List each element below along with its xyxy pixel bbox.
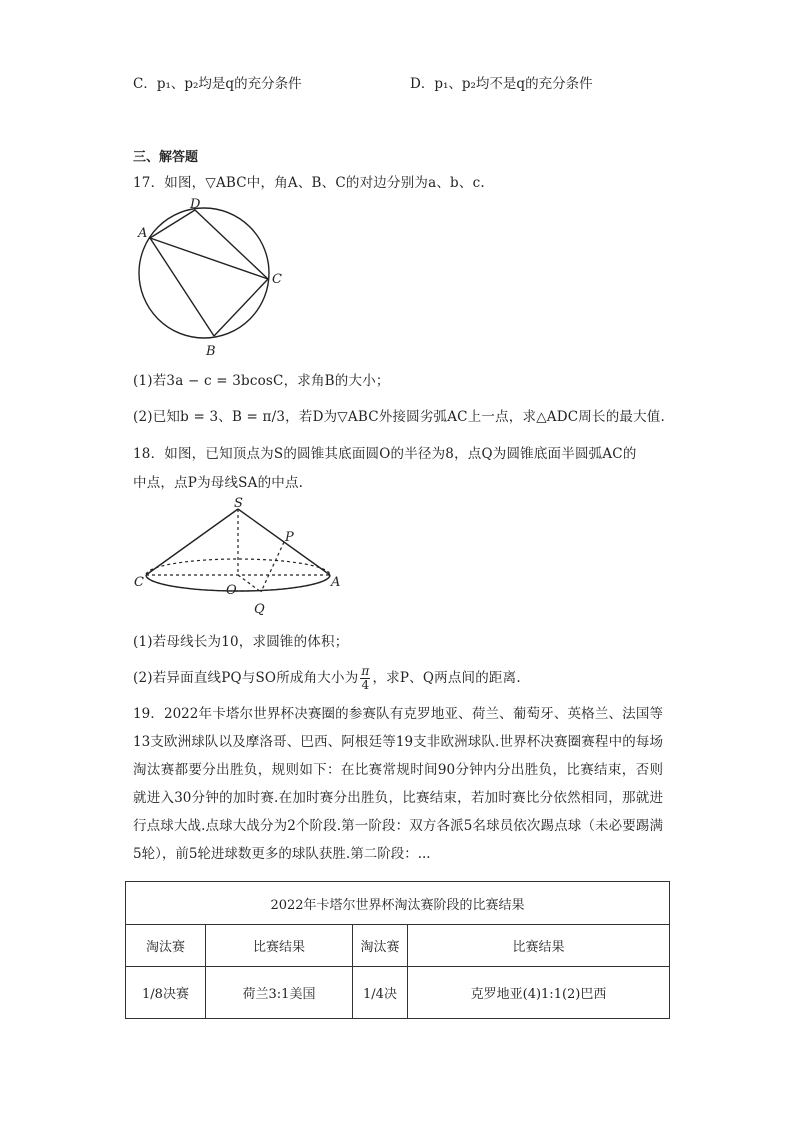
segment-oq xyxy=(238,575,261,592)
fraction-denominator: 4 xyxy=(361,678,370,692)
cell-stage-2: 1/4决 xyxy=(353,967,408,1019)
generatrix-sc xyxy=(146,509,238,575)
option-c: C．p₁、p₂均是q的充分条件 xyxy=(133,76,302,92)
segment-dc xyxy=(195,210,268,279)
label-a: A xyxy=(331,575,341,590)
q17-part2: (2)已知b = 3、B = π/3，若D为▽ABC外接圆劣弧AC上一点，求△ADC周长的最大值. xyxy=(133,409,665,425)
label-q: Q xyxy=(254,602,265,617)
label-p: P xyxy=(285,530,294,545)
label-c: C xyxy=(272,272,282,287)
q18-stem-line2: 中点，点P为母线SA的中点. xyxy=(133,475,304,491)
cell-result-1: 荷兰3:1美国 xyxy=(206,967,353,1019)
header-result-1: 比赛结果 xyxy=(206,925,353,967)
q18-cone-figure xyxy=(130,495,350,625)
table-row xyxy=(126,967,670,1019)
q18-part2-text-a: (2)若异面直线PQ与SO所成角大小为 xyxy=(133,670,359,686)
table-title-row xyxy=(126,882,670,925)
label-o: O xyxy=(226,583,237,598)
q17-circle-figure xyxy=(130,195,290,360)
option-d: D．p₁、p₂均不是q的充分条件 xyxy=(410,76,593,92)
table-title: 2022年卡塔尔世界杯淘汰赛阶段的比赛结果 xyxy=(126,882,670,925)
segment-ad xyxy=(150,210,195,238)
label-a: A xyxy=(138,226,148,241)
q18-part2 xyxy=(133,665,521,692)
cell-stage-1: 1/8决赛 xyxy=(126,967,206,1019)
fraction-pi-over-4 xyxy=(360,665,370,692)
base-front-arc xyxy=(146,575,330,591)
label-s: S xyxy=(234,496,243,511)
q17-part1: (1)若3a − c = 3bcosC，求角B的大小； xyxy=(133,373,390,389)
fraction-numerator: π xyxy=(361,664,370,678)
header-stage-2: 淘汰赛 xyxy=(353,925,408,967)
label-b: B xyxy=(206,344,216,359)
q19-text: 19．2022年卡塔尔世界杯决赛圈的参赛队有克罗地亚、荷兰、葡萄牙、英格兰、法国等13支欧洲球队以及摩洛哥、巴西、阿根廷等19支非欧洲球队.世界杯决赛圈赛程中的每场淘汰赛都要分出胜负，规则如下：在比赛常规时间90分钟内分出胜负，比赛结束，否则就进入30分钟的加时赛.在加时赛分出胜负，比赛结束，若加时赛比分依然相同，那就进行点球大战.点球大战分为2个阶段.第一阶段：双方各派5名球员依次踢点球（未必要踢满5轮），前5轮进球数更多的球队获胜.第二阶段：... xyxy=(133,706,663,862)
cell-result-2: 克罗地亚(4)1:1(2)巴西 xyxy=(408,967,670,1019)
label-c: C xyxy=(134,575,144,590)
q18-part2-text-b: ，求P、Q两点间的距离. xyxy=(372,670,521,686)
segment-ac xyxy=(150,238,268,279)
q18-part1: (1)若母线长为10，求圆锥的体积； xyxy=(133,634,349,650)
segment-pq xyxy=(261,542,284,592)
header-result-2: 比赛结果 xyxy=(408,925,670,967)
q18-stem-line1: 18．如图，已知顶点为S的圆锥其底面圆O的半径为8，点Q为圆锥底面半圆弧AC的 xyxy=(133,446,637,462)
q17-stem: 17．如图，▽ABC中，角A、B、C的对边分别为a、b、c. xyxy=(133,175,485,191)
section-title: 三、解答题 xyxy=(133,150,199,165)
table-header-row xyxy=(126,925,670,967)
header-stage-1: 淘汰赛 xyxy=(126,925,206,967)
answer-options xyxy=(133,72,693,92)
results-table xyxy=(125,881,670,1019)
label-d: D xyxy=(190,197,201,212)
